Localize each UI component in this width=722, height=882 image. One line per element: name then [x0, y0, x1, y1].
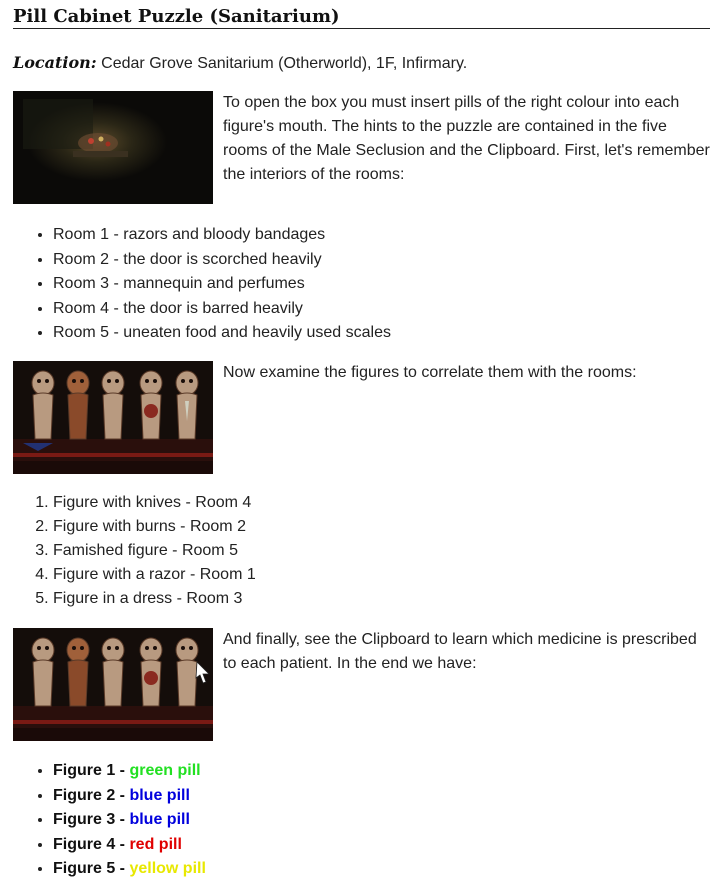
list-item: • Room 2 - the door is scorched heavily [53, 248, 391, 273]
pill-label: yellow pill [129, 860, 206, 877]
pill-label: green pill [129, 762, 201, 779]
separator: - [115, 860, 130, 877]
article [13, 0, 710, 877]
list-item: • Room 5 - uneaten food and heavily used scales [53, 321, 391, 346]
figure-label: Figure 2 [53, 786, 116, 804]
figure-label: Figure 3 [53, 811, 116, 828]
location-text: Cedar Grove Sanitarium (Otherworld), 1F, Infirmary. [101, 55, 468, 72]
pill-label: blue pill [129, 811, 190, 828]
list-item: • Room 4 - the door is barred heavily [53, 297, 391, 322]
list-item: • Room 1 - razors and bloody bandages [53, 223, 391, 248]
list-item [53, 857, 206, 882]
list-item: 5. Figure in a dress - Room 3 [53, 587, 256, 611]
separator: - [115, 762, 130, 779]
list-item [53, 784, 206, 809]
separator: - [115, 786, 130, 804]
separator: - [115, 811, 130, 828]
separator: - [115, 835, 130, 853]
list-item: 1. Figure with knives - Room 4 [53, 491, 256, 515]
list-item: 3. Famished figure - Room 5 [53, 539, 256, 563]
figure-label: Figure 5 [53, 860, 116, 877]
infirmary-screenshot[interactable] [13, 91, 213, 204]
list-item [53, 833, 206, 858]
list-item [53, 808, 206, 833]
list-item [53, 759, 206, 784]
figure-label: Figure 1 [53, 762, 116, 779]
rooms-list [13, 223, 391, 346]
list-item: 4. Figure with a razor - Room 1 [53, 563, 256, 587]
list-item: • Room 3 - mannequin and perfumes [53, 272, 391, 297]
page-title: Pill Cabinet Puzzle (Sanitarium) [13, 0, 710, 29]
location-line [13, 52, 467, 75]
figures-pills-screenshot[interactable] [13, 628, 213, 741]
figures-paragraph: Now examine the figures to correlate them with the rooms: [223, 364, 637, 381]
pill-label: red pill [129, 835, 182, 853]
figures-list [13, 491, 256, 611]
pill-label: blue pill [129, 786, 190, 804]
figure-label: Figure 4 [53, 835, 116, 853]
final-paragraph: And finally, see the Clipboard to learn which medicine is prescribed to each patient. In the end we have: [223, 631, 697, 672]
list-item: 2. Figure with burns - Room 2 [53, 515, 256, 539]
intro-paragraph: To open the box you must insert pills of the right colour into each figure's mouth. The hints to the puzzle are contained in the five rooms of the Male Seclusion and the Clipboard. First, let's remember the interiors of the rooms: [223, 94, 710, 183]
solution-list [13, 759, 206, 882]
location-label: Location: [13, 53, 97, 72]
figures-screenshot[interactable] [13, 361, 213, 474]
